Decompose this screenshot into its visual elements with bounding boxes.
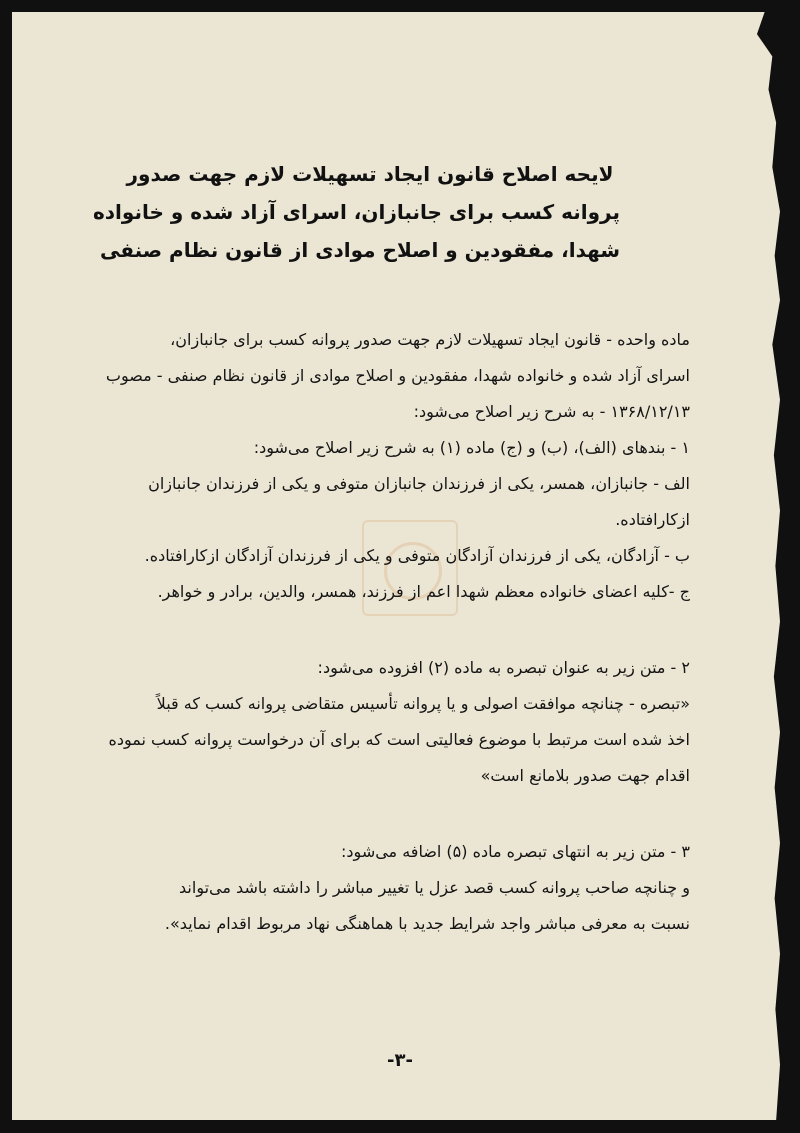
title-line: شهدا، مفقودین و اصلاح موادی از قانون نظام صنفی xyxy=(99,238,620,262)
document-body xyxy=(105,322,690,942)
section1-line: ازکارافتاده. xyxy=(615,510,690,529)
section3-line: ۳ - متن زیر به انتهای تبصره ماده (۵) اضافه می‌شود: xyxy=(341,842,690,861)
section2-line: ۲ - متن زیر به عنوان تبصره به ماده (۲) افزوده می‌شود: xyxy=(317,658,690,677)
section1-line: ۱ - بندهای (الف)، (ب) و (ج) ماده (۱) به شرح زیر اصلاح می‌شود: xyxy=(253,438,690,457)
intro-line: ماده واحده - قانون ایجاد تسهیلات لازم جهت صدور پروانه کسب برای جانبازان، xyxy=(170,330,690,349)
title-line: پروانه کسب برای جانبازان، اسرای آزاد شده و خانواده xyxy=(92,200,620,224)
section1-line: ب - آزادگان، یکی از فرزندان آزادگان متوفی و یکی از فرزندان آزادگان ازکارافتاده. xyxy=(144,546,690,565)
section1-line: ج -کلیه اعضای خانواده معظم شهدا اعم از فرزند، همسر، والدین، برادر و خواهر. xyxy=(157,582,690,601)
document-title xyxy=(92,155,620,269)
title-line: لایحه اصلاح قانون ایجاد تسهیلات لازم جهت صدور xyxy=(126,162,614,186)
section3-line: نسبت به معرفی مباشر واجد شرایط جدید با هماهنگی نهاد مربوط اقدام نماید». xyxy=(164,914,690,933)
intro-line: ۱۳۶۸/۱۲/۱۳ - به شرح زیر اصلاح می‌شود: xyxy=(413,402,690,421)
section2-line: اقدام جهت صدور بلامانع است» xyxy=(480,766,690,785)
section1-line: الف - جانبازان، همسر، یکی از فرزندان جانبازان متوفی و یکی از فرزندان جانبازان xyxy=(148,474,690,493)
page-number: -۳- xyxy=(387,1050,413,1071)
section2-line: «تبصره - چنانچه موافقت اصولی و یا پروانه تأسیس متقاضی پروانه کسب که قبلاً xyxy=(156,694,690,713)
intro-line: اسرای آزاد شده و خانواده شهدا، مفقودین و اصلاح موادی از قانون نظام صنفی - مصوب xyxy=(105,366,690,385)
section2-line: اخذ شده است مرتبط با موضوع فعالیتی است که برای آن درخواست پروانه کسب نموده xyxy=(108,730,690,749)
section3-line: و چنانچه صاحب پروانه کسب قصد عزل یا تغییر مباشر را داشته باشد می‌تواند xyxy=(179,878,690,897)
